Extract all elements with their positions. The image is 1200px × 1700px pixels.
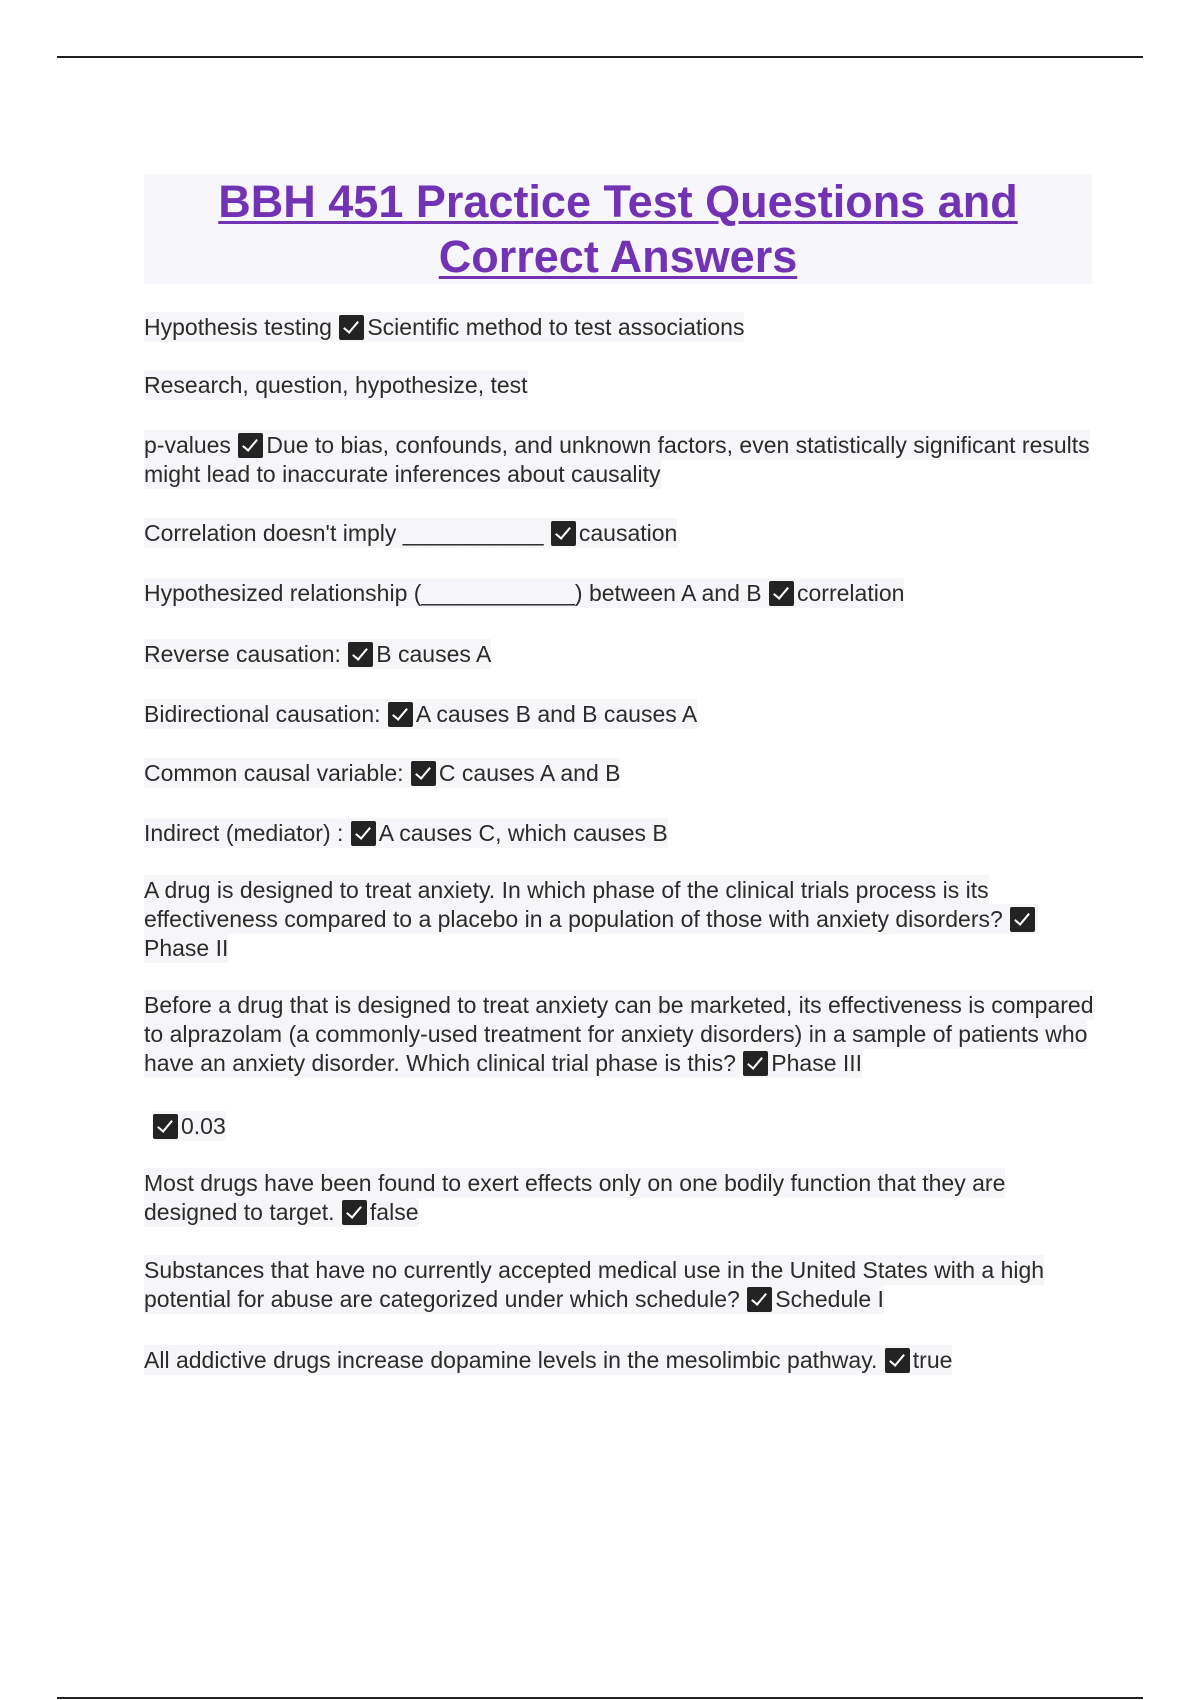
- qa-item: [144, 579, 904, 608]
- check-mark-icon: [342, 1200, 367, 1225]
- question-text: Most drugs have been found to exert effects only on one bodily function that they are designed to target.: [144, 1170, 1006, 1225]
- qa-item: [152, 1112, 226, 1141]
- check-mark-icon: [885, 1348, 910, 1373]
- question-text: Bidirectional causation:: [144, 701, 381, 727]
- check-mark-icon: [1010, 907, 1035, 932]
- question-text: Reverse causation:: [144, 641, 341, 667]
- answer-text: Phase II: [144, 935, 229, 961]
- question-text: Research, question, hypothesize, test: [144, 372, 528, 398]
- title-block: [144, 174, 1092, 284]
- qa-item: [144, 819, 668, 848]
- qa-item: [144, 991, 1094, 1078]
- document-title-line-2: Correct Answers: [438, 231, 798, 282]
- answer-text: A causes C, which causes B: [378, 820, 668, 846]
- answer-text: Schedule I: [775, 1286, 884, 1312]
- answer-text: 0.03: [181, 1113, 226, 1139]
- qa-item: [144, 371, 528, 400]
- check-mark-icon: [348, 642, 373, 667]
- question-text: p-values: [144, 432, 231, 458]
- answer-text: causation: [578, 520, 678, 546]
- header-rule: [57, 56, 1143, 58]
- answer-text: Scientific method to test associations: [367, 314, 745, 340]
- check-mark-icon: [551, 521, 576, 546]
- check-mark-icon: [351, 821, 376, 846]
- check-mark-icon: [743, 1051, 768, 1076]
- question-text: A drug is designed to treat anxiety. In which phase of the clinical trials process is its effectiveness compared to a placebo in a population of those with anxiety disorders?: [144, 877, 1003, 932]
- check-mark-icon: [339, 315, 364, 340]
- question-text: Before a drug that is designed to treat anxiety can be marketed, its effectiveness is compared to alprazolam (a commonly-used treatment for anxiety disorders) in a sample of patients who have an anxiety disorder. Which clinical trial phase is this?: [144, 992, 1094, 1076]
- qa-item: [144, 519, 677, 548]
- answer-text: Due to bias, confounds, and unknown factors, even statistically significant results might lead to inaccurate inferences about causality: [144, 432, 1090, 487]
- qa-item: [144, 759, 620, 788]
- question-text: Hypothesis testing: [144, 314, 332, 340]
- check-mark-icon: [153, 1114, 178, 1139]
- qa-item: [144, 313, 744, 342]
- question-text: Hypothesized relationship (____________) between A and B: [144, 580, 762, 606]
- answer-text: correlation: [797, 580, 905, 606]
- answer-text: true: [912, 1347, 953, 1373]
- check-mark-icon: [747, 1287, 772, 1312]
- footer-rule: [57, 1697, 1143, 1699]
- document-title-line-1: BBH 451 Practice Test Questions and: [218, 176, 1018, 227]
- question-text: All addictive drugs increase dopamine levels in the mesolimbic pathway.: [144, 1347, 878, 1373]
- question-text: Correlation doesn't imply ___________: [144, 520, 544, 546]
- question-text: Substances that have no currently accepted medical use in the United States with a high potential for abuse are categorized under which schedule?: [144, 1257, 1045, 1312]
- qa-item: [144, 431, 1094, 489]
- check-mark-icon: [388, 702, 413, 727]
- qa-item: [144, 876, 1094, 963]
- qa-item: [144, 1256, 1094, 1314]
- question-text: Indirect (mediator) :: [144, 820, 344, 846]
- answer-text: false: [369, 1199, 419, 1225]
- qa-item: [144, 1169, 1094, 1227]
- qa-item: [144, 700, 697, 729]
- answer-text: B causes A: [376, 641, 492, 667]
- qa-item: [144, 640, 491, 669]
- check-mark-icon: [411, 761, 436, 786]
- answer-text: C causes A and B: [438, 760, 621, 786]
- answer-text: A causes B and B causes A: [415, 701, 698, 727]
- question-text: Common causal variable:: [144, 760, 404, 786]
- answer-text: Phase III: [771, 1050, 863, 1076]
- qa-item: [144, 1346, 952, 1375]
- check-mark-icon: [769, 581, 794, 606]
- check-mark-icon: [238, 433, 263, 458]
